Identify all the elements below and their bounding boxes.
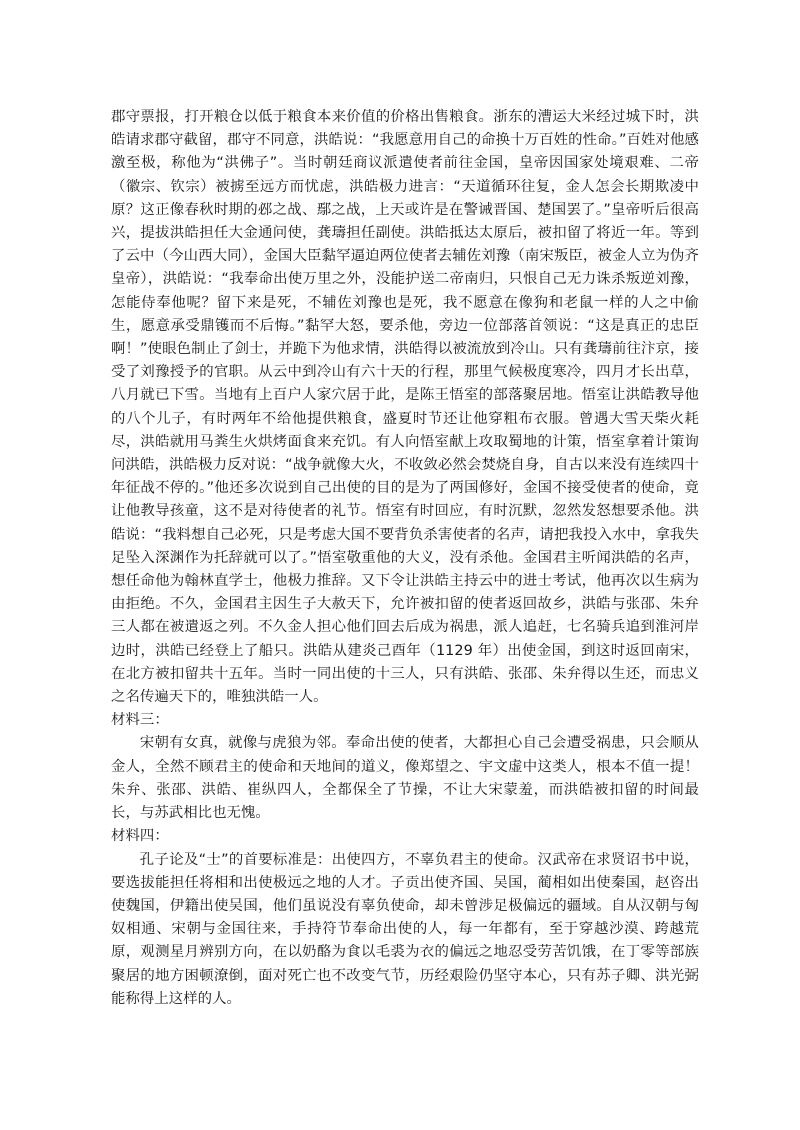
paragraph-material-three: 宋朝有女真，就像与虎狼为邻。奉命出使的使者，大都担心自己会遭受祸患，只会顺从金人，全然不顾君主的使命和天地间的道义，像郑望之、宇文虚中这类人，根本不值一提！朱弁、张邵、洪皓、崔纵四人，全都保全了节操，不让大宋蒙羞，而洪皓被扣留的时间最长，与苏武相比也无愧。 [111,735,699,822]
document-body [111,106,699,1011]
paragraph-material-four: 孔子论及“士”的首要标准是：出使四方，不辜负君主的使命。汉武帝在求贤诏书中说，要选拔能担任将相和出使极远之地的人才。子贡出使齐国、吴国，蔺相如出使秦国，赵咨出使魏国，伊籍出使吴国，他们虽说没有辜负使命，却未曾涉足极偏远的疆域。自从汉朝与匈奴相通、宋朝与金国往来，手持符节奉命出使的人，每一年都有，至于穿越沙漠、跨越荒原，观测星月辨别方向，在以奶酪为食以毛裘为衣的偏远之地忍受劳苦饥饿，在丁零等部族聚居的地方困顿潦倒，面对死亡也不改变气节，历经艰险仍坚守本心，只有苏子卿、洪光弼能称得上这样的人。 [111,851,699,1007]
material-three-heading: 材料三： [111,712,169,729]
material-four-heading: 材料四： [111,828,169,845]
paragraph-hong-hao-biography: 郡守票报，打开粮仓以低于粮食本来价值的价格出售粮食。浙东的漕运大米经过城下时，洪皓请求郡守截留，郡守不同意，洪皓说：“我愿意用自己的命换十万百姓的性命。”百姓对他感激至极，称他为“洪佛子”。当时朝廷商议派遣使者前往金国，皇帝因国家处境艰难、二帝（徽宗、钦宗）被掳至远方而忧虑，洪皓极力进言：“天道循环往复，金人怎会长期欺凌中原？这正像春秋时期的邲之战、鄢之战，上天或许是在警诫晋国、楚国罢了。”皇帝听后很高兴，提拔洪皓担任大金通问使，龚璹担任副使。洪皓抵达太原后，被扣留了将近一年。等到了云中（今山西大同），金国大臣黏罕逼迫两位使者去辅佐刘豫（南宋叛臣，被金人立为伪齐皇帝），洪皓说：“我奉命出使万里之外，没能护送二帝南归，只恨自己无力诛杀叛逆刘豫，怎能侍奉他呢？留下来是死，不辅佐刘豫也是死，我不愿意在像狗和老鼠一样的人之中偷生，愿意承受鼎镬而不后悔。”黏罕大怒，要杀他，旁边一位部落首领说：“这是真正的忠臣啊！”使眼色制止了剑士，并跪下为他求情，洪皓得以被流放到冷山。只有龚璹前往汴京，接受了刘豫授予的官职。从云中到冷山有六十天的行程，那里气候极度寒冷，四月才长出草，八月就已下雪。当地有上百户人家穴居于此，是陈王悟室的部落聚居地。悟室让洪皓教导他的八个儿子，有时两年不给他提供粮食，盛夏时节还让他穿粗布衣服。曾遇大雪天柴火耗尽，洪皓就用马粪生火烘烤面食来充饥。有人向悟室献上攻取蜀地的计策，悟室拿着计策询问洪皓，洪皓极力反对说：“战争就像大火，不收敛必然会焚烧自身，自古以来没有连续四十年征战不停的。”他还多次说到自己出使的目的是为了两国修好，金国不接受使者的使命，竟让他教导孩童，这不是对待使者的礼节。悟室有时回应，有时沉默，忽然发怒想要杀他。洪皓说：“我料想自己必死，只是考虑大国不要背负杀害使者的名声，请把我投入水中，拿我失足坠入深渊作为托辞就可以了。”悟室敬重他的大义，没有杀他。金国君主听闻洪皓的名声，想任命他为翰林直学士，他极力推辞。又下令让洪皓主持云中的进士考试，他再次以生病为由拒绝。不久，金国君主因生子大赦天下，允许被扣留的使者返回故乡，洪皓与张邵、朱弁三人都在被遣返之列。不久金人担心他们回去后成为祸患，派人追赶，七名骑兵追到淮河岸边时，洪皓已经登上了船只。洪皓从建炎己酉年（1129 年）出使金国，到这时返回南宋，在北方被扣留共十五年。当时一同出使的十三人，只有洪皓、张邵、朱弁得以生还，而忠义之名传遍天下的，唯独洪皓一人。 [111,109,699,706]
